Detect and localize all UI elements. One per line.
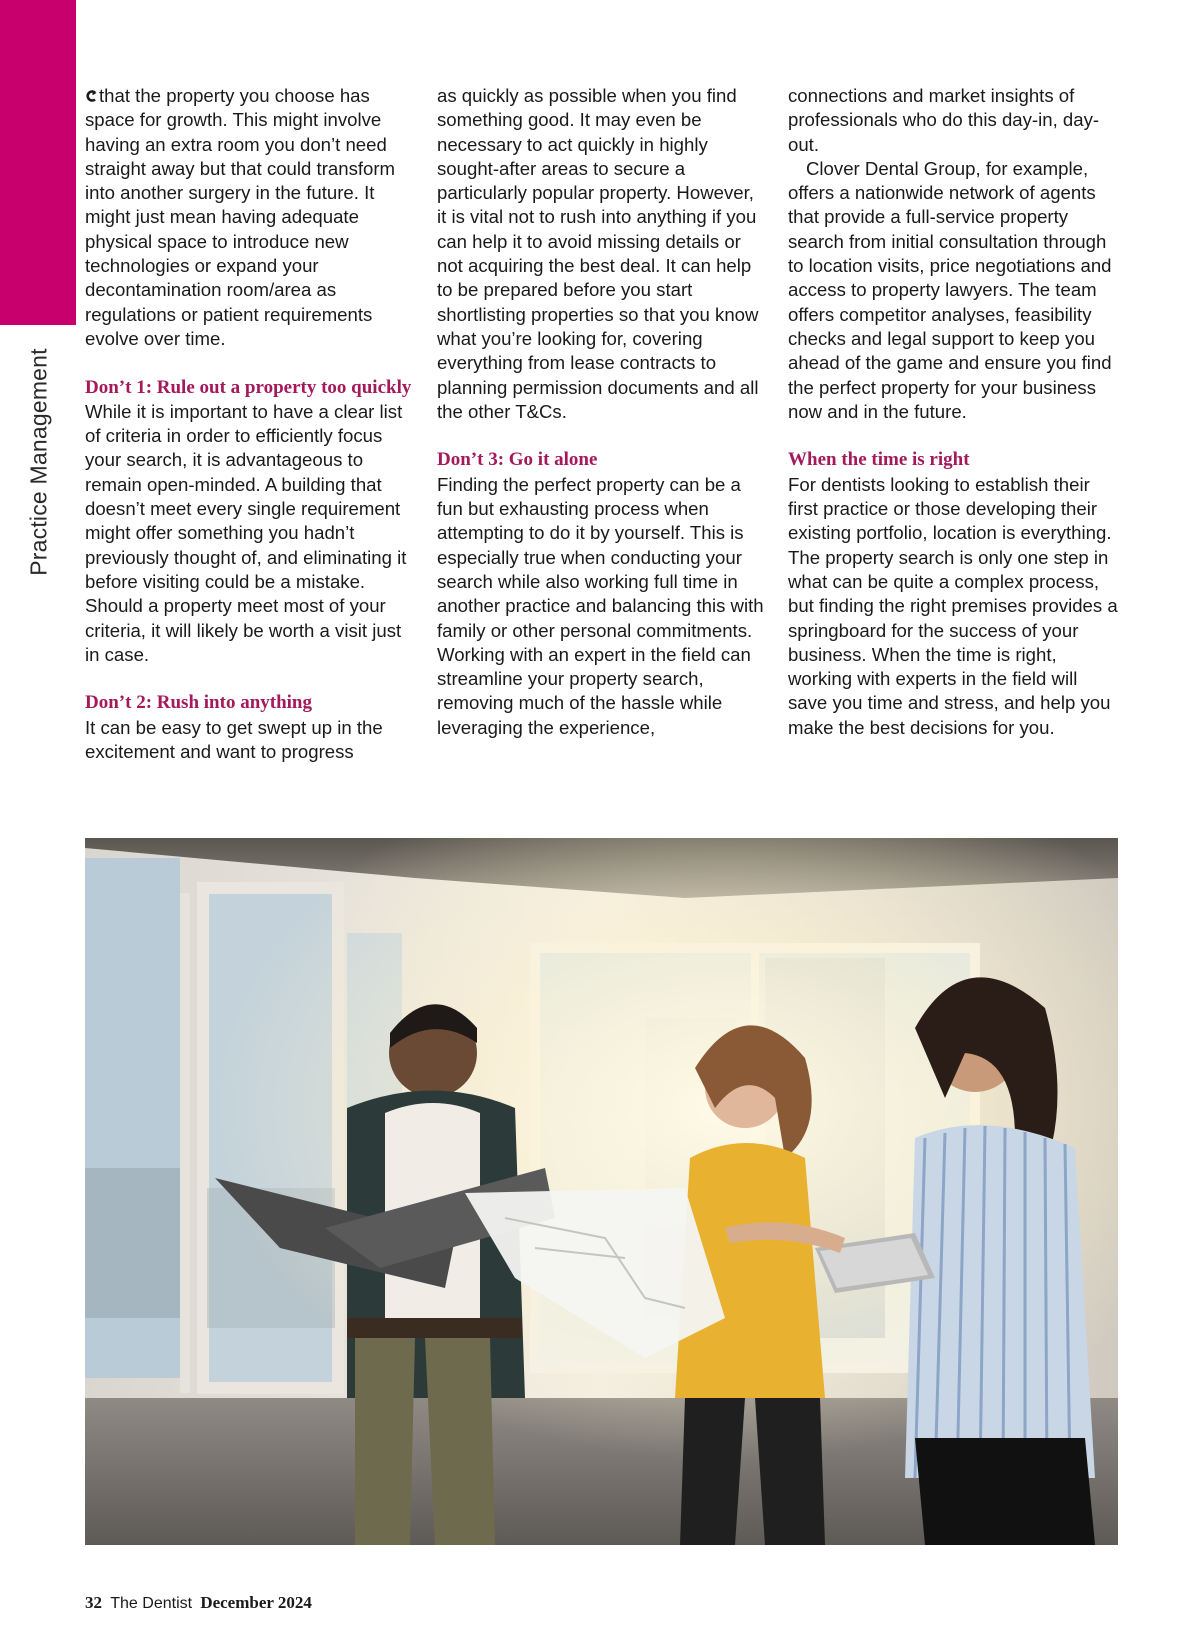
page-footer <box>85 1593 312 1613</box>
issue-date: December 2024 <box>200 1593 312 1612</box>
photo-three-people-icon <box>85 838 1118 1545</box>
paragraph: that the property you choose has space for growth. This might involve having an extra room you don’t need straight away but that could transform into another surgery in the future. It might just mean having adequate physical space to introduce new technologies or expand your decontamination room/area as regulations or patient requirements evolve over time. <box>85 85 396 349</box>
continued-arrow-icon <box>85 89 97 103</box>
article-column-3 <box>788 84 1118 740</box>
article-column-1 <box>85 84 415 764</box>
page-number: 32 <box>85 1593 102 1612</box>
paragraph: For dentists looking to establish their first practice or those developing their existing portfolio, location is everything. The property search is only one step in what can be quite a complex process, but finding the right premises provides a springboard for the success of your business. When the time is right, working with experts in the field will save you time and stress, and help you make the best decisions for you. <box>788 473 1118 738</box>
paragraph: as quickly as possible when you find something good. It may even be necessary to act quickly in highly sought-after areas to secure a particularly popular property. However, it is vital not to rush into anything if you can help it to avoid missing details or not acquiring the best deal. It can help to be prepared before you start shortlisting properties so that you know what you’re looking for, covering everything from lease contracts to planning permission documents and all the other T&Cs. <box>437 85 759 422</box>
subheading: When the time is right <box>788 449 970 471</box>
paragraph: While it is important to have a clear list of criteria in order to efficiently focus your search, it is advantageous to remain open-minded. A building that doesn’t meet every single requirement might offer something you hadn’t previously thought of, and eliminating it before visiting could be a mistake. Should a property meet most of your criteria, it will likely be worth a visit just in case. <box>85 400 407 665</box>
section-label: Practice Management <box>25 348 52 576</box>
paragraph: connections and market insights of professionals who do this day-in, day-out. <box>788 85 1100 155</box>
publication-name: The Dentist <box>110 1595 193 1612</box>
article-photo <box>85 838 1118 1545</box>
subheading: Don’t 2: Rush into anything <box>85 692 312 714</box>
paragraph: Clover Dental Group, for example, offers a nationwide network of agents that provide a full-service property search from initial consultation through to location visits, price negotiations and access to property lawyers. The team offers competitor analyses, feasibility checks and legal support to keep you ahead of the game and ensure you find the perfect property for your business now and in the future. <box>788 157 1112 422</box>
article-column-2 <box>437 84 767 740</box>
subheading: Don’t 1: Rule out a property too quickly <box>85 376 412 398</box>
subheading: Don’t 3: Go it alone <box>437 449 598 471</box>
paragraph: Finding the perfect property can be a fun but exhausting process when attempting to do it by yourself. This is especially true when conducting your search while also working full time in another practice and balancing this with family or other personal commitments. Working with an expert in the field can streamline your property search, removing much of the hassle while leveraging the experience, <box>437 473 764 738</box>
section-color-tab <box>0 0 76 325</box>
paragraph: It can be easy to get swept up in the excitement and want to progress <box>85 716 383 763</box>
